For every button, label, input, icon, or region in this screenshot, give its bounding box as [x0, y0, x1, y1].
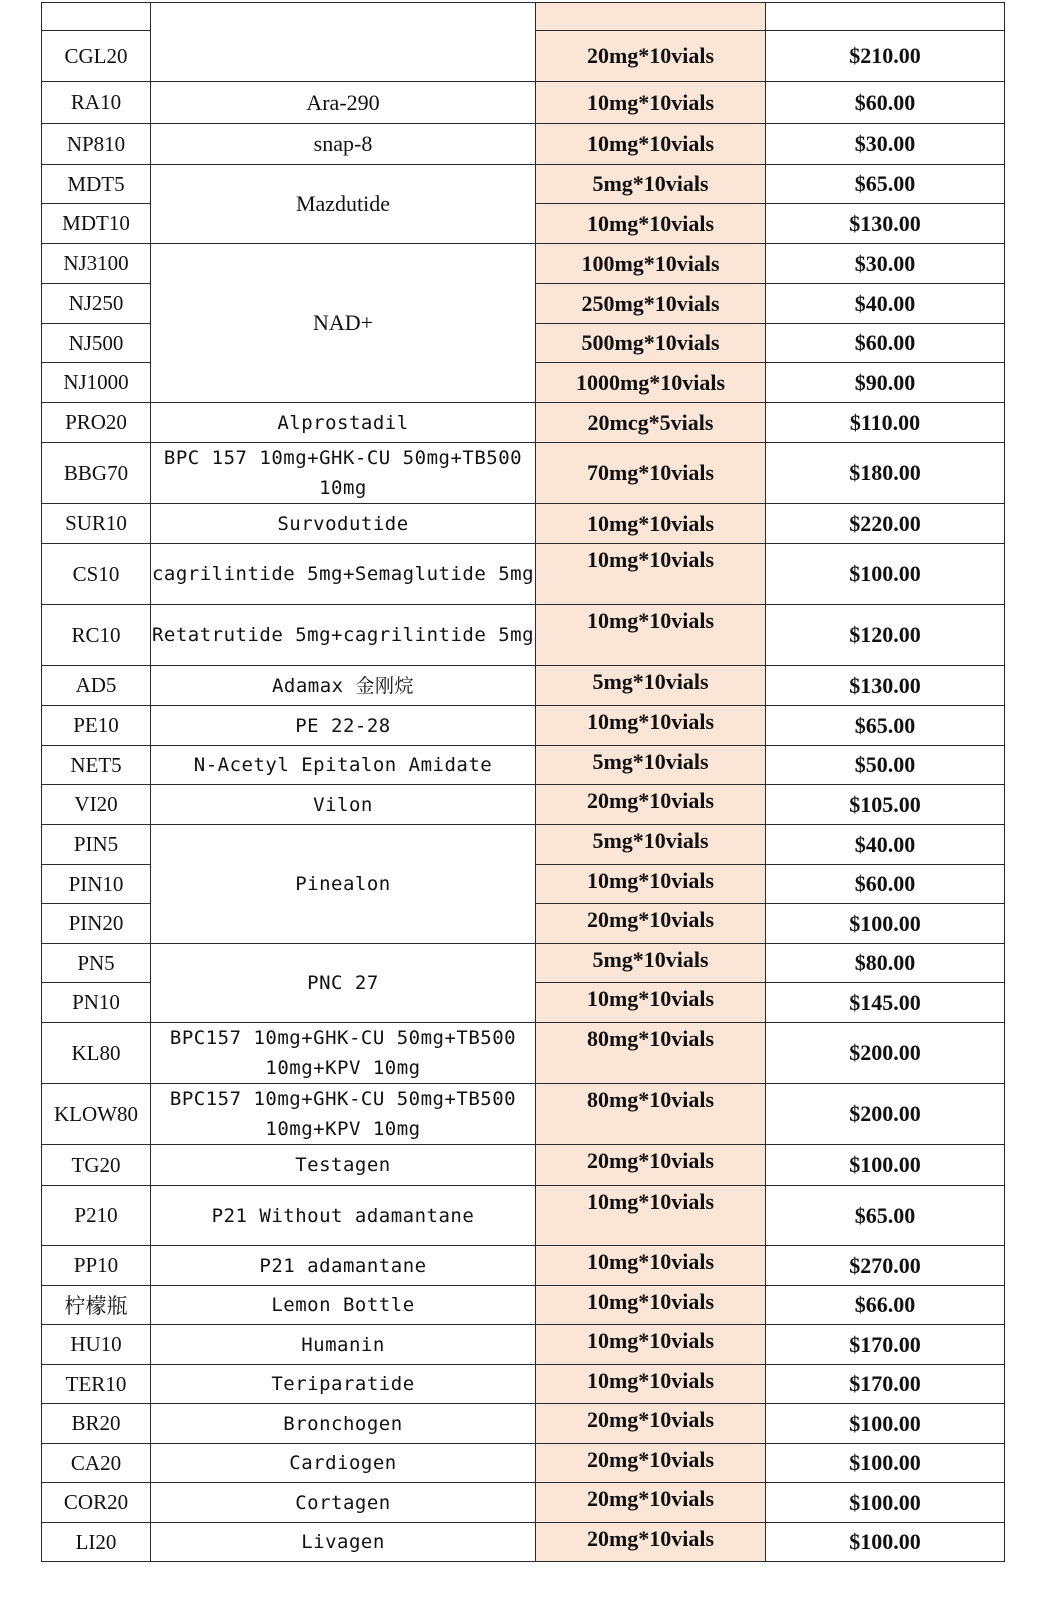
product-name-cell: Ara-290: [151, 82, 536, 124]
price-cell: $105.00: [766, 785, 1005, 825]
spec-cell: 250mg*10vials: [536, 284, 766, 324]
spec-cell: 80mg*10vials: [536, 1023, 766, 1084]
code-cell: TER10: [42, 1365, 151, 1404]
product-name-cell: P21 adamantane: [151, 1246, 536, 1286]
code-cell: LI20: [42, 1523, 151, 1562]
spec-cell: 20mg*10vials: [536, 904, 766, 944]
price-cell: $100.00: [766, 1483, 1005, 1523]
product-name-cell: Alprostadil: [151, 403, 536, 443]
price-cell: $120.00: [766, 605, 1005, 666]
code-cell: PIN5: [42, 825, 151, 865]
price-cell: $100.00: [766, 1145, 1005, 1186]
spec-cell: 1000mg*10vials: [536, 363, 766, 403]
table-row: [42, 1023, 1005, 1084]
table-row: [42, 124, 1005, 165]
table-row: [42, 403, 1005, 443]
price-cell: $30.00: [766, 244, 1005, 284]
product-name-cell: Adamax 金刚烷: [151, 666, 536, 706]
price-cell: $50.00: [766, 746, 1005, 785]
code-cell: KL80: [42, 1023, 151, 1084]
table-row: [42, 82, 1005, 124]
spec-cell: 10mg*10vials: [536, 82, 766, 124]
price-cell: $180.00: [766, 443, 1005, 504]
spec-cell: [536, 3, 766, 31]
table-row: [42, 1325, 1005, 1365]
product-name-cell: BPC157 10mg+GHK-CU 50mg+TB500 10mg+KPV 10mg: [151, 1084, 536, 1145]
price-cell: $100.00: [766, 1444, 1005, 1483]
spec-cell: 20mg*10vials: [536, 1404, 766, 1444]
spec-cell: 20mg*10vials: [536, 785, 766, 825]
price-cell: $65.00: [766, 165, 1005, 204]
code-cell: RC10: [42, 605, 151, 666]
product-name-cell: Teriparatide: [151, 1365, 536, 1404]
spec-cell: 100mg*10vials: [536, 244, 766, 284]
code-cell: CGL20: [42, 31, 151, 82]
price-cell: $100.00: [766, 1404, 1005, 1444]
product-name-cell: Livagen: [151, 1523, 536, 1562]
code-cell: AD5: [42, 666, 151, 706]
spec-cell: 5mg*10vials: [536, 666, 766, 706]
spec-cell: 10mg*10vials: [536, 544, 766, 605]
spec-cell: 70mg*10vials: [536, 443, 766, 504]
product-name-cell: BPC157 10mg+GHK-CU 50mg+TB500 10mg+KPV 10mg: [151, 1023, 536, 1084]
product-name-cell: PE 22-28: [151, 706, 536, 746]
price-cell: $60.00: [766, 82, 1005, 124]
table-row: [42, 1523, 1005, 1562]
product-name-cell: Lemon Bottle: [151, 1286, 536, 1325]
spec-cell: 10mg*10vials: [536, 1246, 766, 1286]
spec-cell: 10mg*10vials: [536, 124, 766, 165]
price-cell: $100.00: [766, 904, 1005, 944]
code-cell: NJ500: [42, 324, 151, 363]
product-name-cell: Cortagen: [151, 1483, 536, 1523]
spec-cell: 500mg*10vials: [536, 324, 766, 363]
price-cell: $80.00: [766, 944, 1005, 983]
code-cell: P210: [42, 1186, 151, 1246]
spec-cell: 5mg*10vials: [536, 944, 766, 983]
price-cell: $110.00: [766, 403, 1005, 443]
code-cell: PP10: [42, 1246, 151, 1286]
product-name-cell: PNC 27: [151, 944, 536, 1023]
price-cell: $100.00: [766, 1523, 1005, 1562]
price-cell: $170.00: [766, 1365, 1005, 1404]
spec-cell: 10mg*10vials: [536, 504, 766, 544]
spec-cell: 10mg*10vials: [536, 1186, 766, 1246]
code-cell: COR20: [42, 1483, 151, 1523]
spec-cell: 10mg*10vials: [536, 1325, 766, 1365]
price-cell: [766, 3, 1005, 31]
price-cell: $270.00: [766, 1246, 1005, 1286]
table-row: [42, 605, 1005, 666]
price-cell: $66.00: [766, 1286, 1005, 1325]
code-cell: KLOW80: [42, 1084, 151, 1145]
product-name-cell: BPC 157 10mg+GHK-CU 50mg+TB500 10mg: [151, 443, 536, 504]
spec-cell: 10mg*10vials: [536, 204, 766, 244]
product-name-cell: Pinealon: [151, 825, 536, 944]
code-cell: RA10: [42, 82, 151, 124]
spec-cell: 20mg*10vials: [536, 1145, 766, 1186]
table-row: [42, 944, 1005, 983]
price-cell: $130.00: [766, 666, 1005, 706]
product-name-cell: N-Acetyl Epitalon Amidate: [151, 746, 536, 785]
spec-cell: 20mg*10vials: [536, 1444, 766, 1483]
table-row: [42, 544, 1005, 605]
price-cell: $220.00: [766, 504, 1005, 544]
price-cell: $30.00: [766, 124, 1005, 165]
product-name-cell: Vilon: [151, 785, 536, 825]
table-row: [42, 1365, 1005, 1404]
table-row: [42, 1444, 1005, 1483]
table-row: [42, 3, 1005, 31]
code-cell: NP810: [42, 124, 151, 165]
price-cell: $60.00: [766, 324, 1005, 363]
product-name-cell: snap-8: [151, 124, 536, 165]
price-cell: $65.00: [766, 706, 1005, 746]
code-cell: PN5: [42, 944, 151, 983]
code-cell: PN10: [42, 983, 151, 1023]
table-row: [42, 746, 1005, 785]
price-cell: $90.00: [766, 363, 1005, 403]
spec-cell: 5mg*10vials: [536, 825, 766, 865]
table-row: [42, 504, 1005, 544]
price-cell: $210.00: [766, 31, 1005, 82]
spec-cell: 10mg*10vials: [536, 706, 766, 746]
product-name-cell: Bronchogen: [151, 1404, 536, 1444]
product-name-cell: Cardiogen: [151, 1444, 536, 1483]
product-name-cell: NAD+: [151, 244, 536, 403]
table-row: [42, 1084, 1005, 1145]
spec-cell: 20mg*10vials: [536, 1483, 766, 1523]
spec-cell: 10mg*10vials: [536, 605, 766, 666]
spec-cell: 10mg*10vials: [536, 1286, 766, 1325]
code-cell: VI20: [42, 785, 151, 825]
table-row: [42, 785, 1005, 825]
spec-cell: 5mg*10vials: [536, 746, 766, 785]
spec-cell: 10mg*10vials: [536, 865, 766, 904]
price-cell: $40.00: [766, 284, 1005, 324]
product-name-cell: P21 Without adamantane: [151, 1186, 536, 1246]
product-name-cell: Survodutide: [151, 504, 536, 544]
price-cell: $145.00: [766, 983, 1005, 1023]
price-cell: $130.00: [766, 204, 1005, 244]
code-cell: MDT5: [42, 165, 151, 204]
code-cell: MDT10: [42, 204, 151, 244]
spec-cell: 10mg*10vials: [536, 983, 766, 1023]
code-cell: PE10: [42, 706, 151, 746]
table-row: [42, 1483, 1005, 1523]
code-cell: CA20: [42, 1444, 151, 1483]
code-cell: BBG70: [42, 443, 151, 504]
code-cell: PIN20: [42, 904, 151, 944]
code-cell: PRO20: [42, 403, 151, 443]
price-cell: $65.00: [766, 1186, 1005, 1246]
price-cell: $200.00: [766, 1023, 1005, 1084]
code-cell: 柠檬瓶: [42, 1286, 151, 1325]
product-name-cell: Testagen: [151, 1145, 536, 1186]
table-row: [42, 1246, 1005, 1286]
table-row: [42, 1286, 1005, 1325]
table-row: [42, 443, 1005, 504]
product-name-cell: cagrilintide 5mg+Semaglutide 5mg: [151, 544, 536, 605]
price-cell: $40.00: [766, 825, 1005, 865]
table-row: [42, 1186, 1005, 1246]
code-cell: PIN10: [42, 865, 151, 904]
spec-cell: 80mg*10vials: [536, 1084, 766, 1145]
price-table: [41, 2, 1005, 1562]
code-cell: NJ1000: [42, 363, 151, 403]
table-row: [42, 1145, 1005, 1186]
code-cell: NJ3100: [42, 244, 151, 284]
spec-cell: 5mg*10vials: [536, 165, 766, 204]
spec-cell: 10mg*10vials: [536, 1365, 766, 1404]
code-cell: BR20: [42, 1404, 151, 1444]
table-row: [42, 1404, 1005, 1444]
price-cell: $100.00: [766, 544, 1005, 605]
code-cell: NET5: [42, 746, 151, 785]
price-cell: $200.00: [766, 1084, 1005, 1145]
code-cell: HU10: [42, 1325, 151, 1365]
spec-cell: 20mg*10vials: [536, 1523, 766, 1562]
code-cell: TG20: [42, 1145, 151, 1186]
spec-cell: 20mcg*5vials: [536, 403, 766, 443]
price-cell: $170.00: [766, 1325, 1005, 1365]
table-row: [42, 706, 1005, 746]
code-cell: SUR10: [42, 504, 151, 544]
table-row: [42, 244, 1005, 284]
product-name-cell: [151, 3, 536, 82]
product-name-cell: Retatrutide 5mg+cagrilintide 5mg: [151, 605, 536, 666]
price-cell: $60.00: [766, 865, 1005, 904]
code-cell: [42, 3, 151, 31]
table-row: [42, 165, 1005, 204]
table-row: [42, 666, 1005, 706]
product-name-cell: Mazdutide: [151, 165, 536, 244]
table-row: [42, 825, 1005, 865]
product-name-cell: Humanin: [151, 1325, 536, 1365]
spec-cell: 20mg*10vials: [536, 31, 766, 82]
code-cell: CS10: [42, 544, 151, 605]
code-cell: NJ250: [42, 284, 151, 324]
